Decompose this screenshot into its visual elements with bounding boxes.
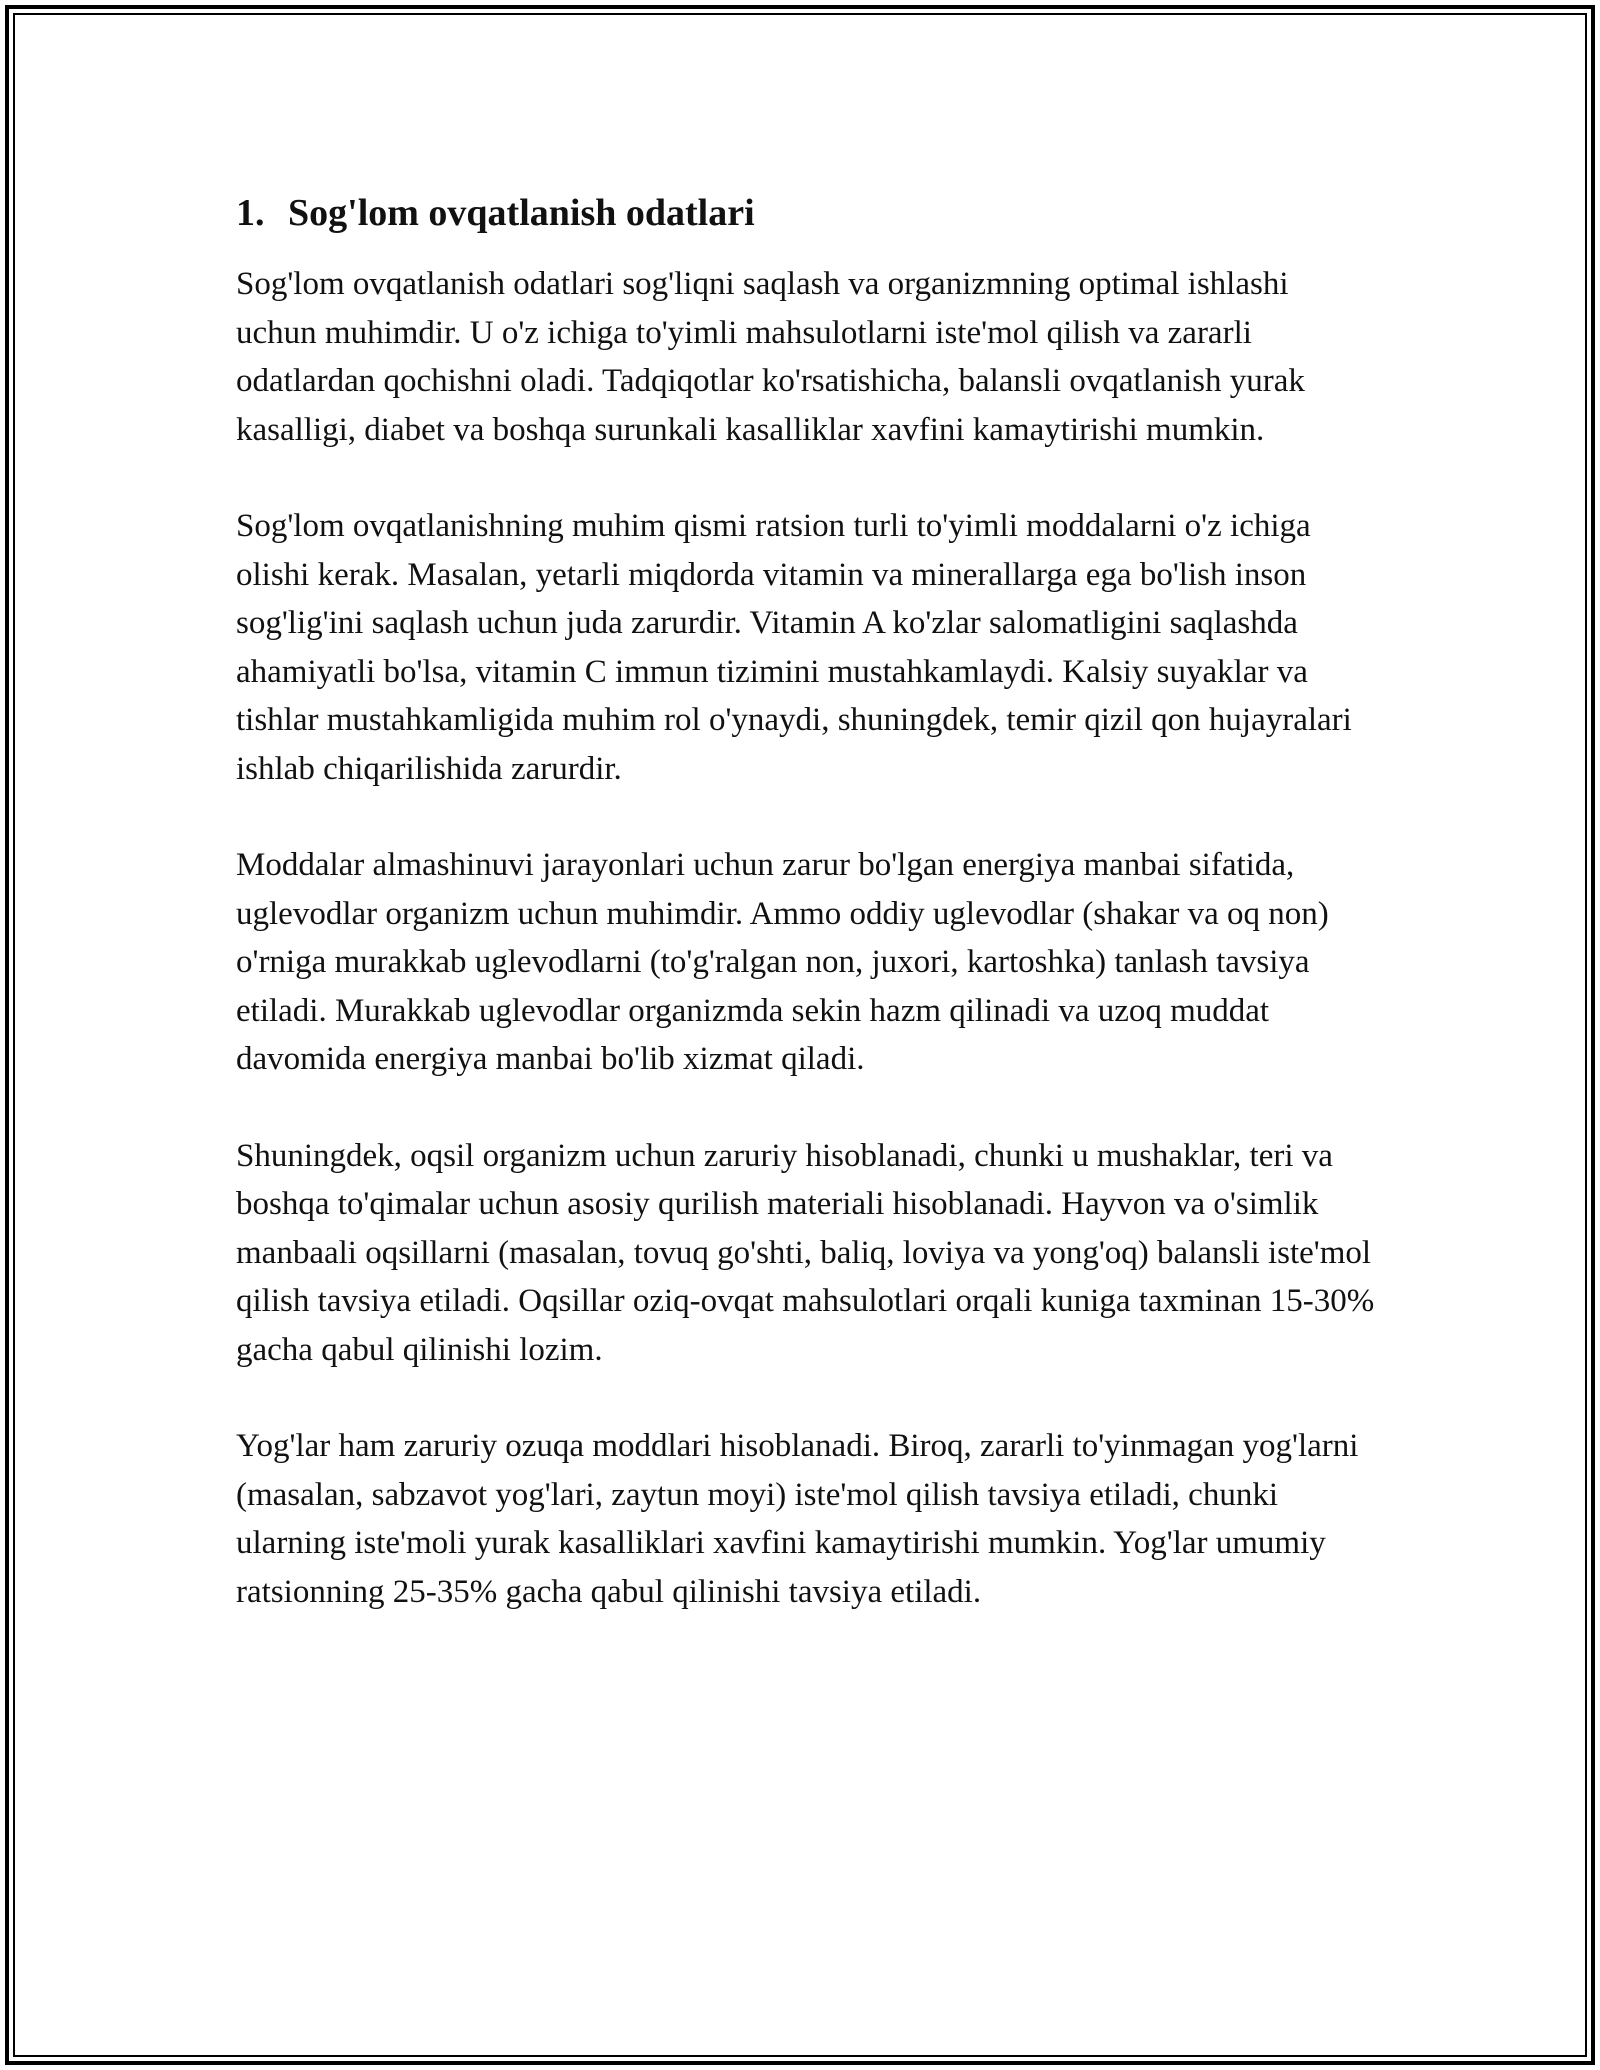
- document-body: [236, 188, 1376, 1664]
- paragraph-protein: Shuningdek, oqsil organizm uchun zaruriy hisoblanadi, chunki u mushaklar, teri va boshqa to'qimalar uchun asosiy qurilish materiali hisoblanadi. Hayvon va o'simlik manbaali oqsillarni (masalan, tovuq go'shti, baliq, loviya va yong'oq) balansli iste'mol qilish tavsiya etiladi. Oqsillar oziq-ovqat mahsulotlari orqali kuniga taxminan 15-30% gacha qabul qilinishi lozim.: [236, 1137, 1375, 1368]
- section-heading: [236, 188, 1376, 238]
- paragraph-fats: Yog'lar ham zaruriy ozuqa moddlari hisoblanadi. Biroq, zararli to'yinmagan yog'larni (masalan, sabzavot yog'lari, zaytun moyi) iste'mol qilish tavsiya etiladi, chunki ularning iste'moli yurak kasalliklari xavfini kamaytirishi mumkin. Yog'lar umumiy ratsionning 25-35% gacha qabul qilinishi tavsiya etiladi.: [236, 1428, 1359, 1610]
- section-number: 1.: [236, 192, 265, 234]
- paragraph-carbohydrates: Moddalar almashinuvi jarayonlari uchun zarur bo'lgan energiya manbai sifatida, uglevodlar organizm uchun muhimdir. Ammo oddiy uglevodlar (shakar va oq non) o'rniga murakkab uglevodlarni (to'g'ralgan non, juxori, kartoshka) tanlash tavsiya etiladi. Murakkab uglevodlar organizmda sekin hazm qilinadi va uzoq muddat davomida energiya manbai bo'lib xizmat qiladi.: [236, 847, 1329, 1077]
- paragraph-vitamins-minerals: Sog'lom ovqatlanishning muhim qismi ratsion turli to'yimli moddalarni o'z ichiga olishi kerak. Masalan, yetarli miqdorda vitamin va minerallarga ega bo'lish inson sog'lig'ini saqlash uchun juda zarurdir. Vitamin A ko'zlar salomatligini saqlashda ahamiyatli bo'lsa, vitamin C immun tizimini mustahkamlaydi. Kalsiy suyaklar va tishlar mustahkamligida muhim rol o'ynaydi, shuningdek, temir qizil qon hujayralari ishlab chiqarilishida zarurdir.: [236, 508, 1352, 787]
- section-title: Sog'lom ovqatlanish odatlari: [288, 192, 755, 234]
- paragraph-intro: Sog'lom ovqatlanish odatlari sog'liqni saqlash va organizmning optimal ishlashi uchun muhimdir. U o'z ichiga to'yimli mahsulotlarni iste'mol qilish va zararli odatlardan qochishni oladi. Tadqiqotlar ko'rsatishicha, balansli ovqatlanish yurak kasalligi, diabet va boshqa surunkali kasalliklar xavfini kamaytirishi mumkin.: [236, 266, 1305, 448]
